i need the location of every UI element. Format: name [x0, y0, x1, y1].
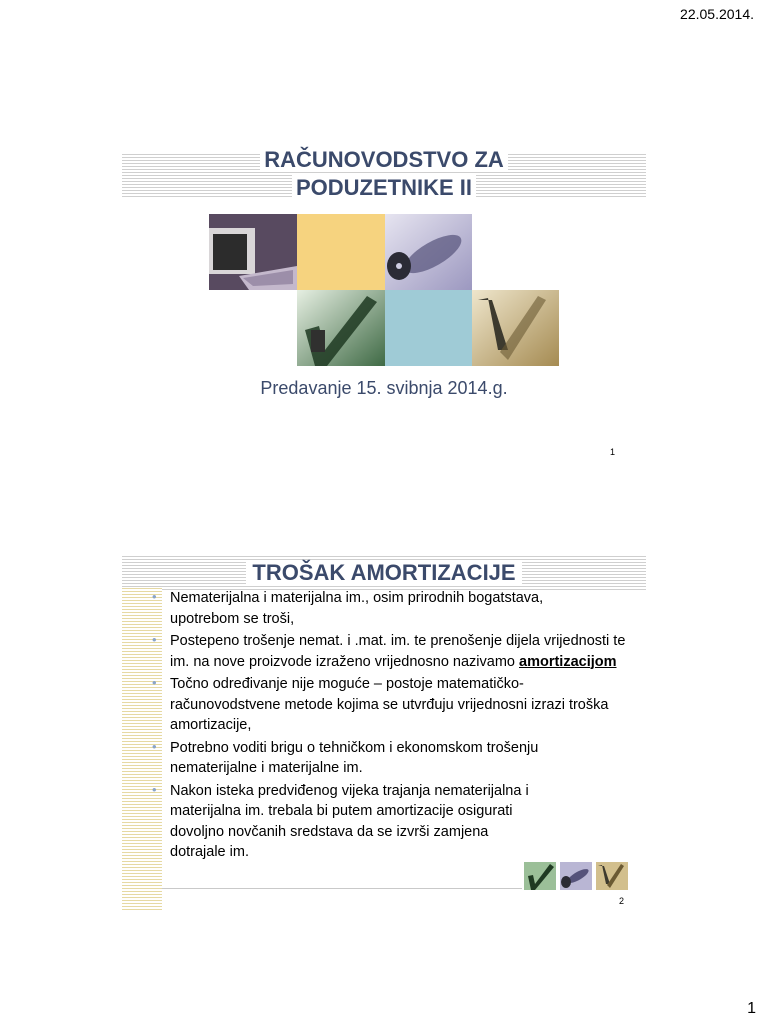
blue-tile — [385, 290, 472, 366]
list-item: • Nematerijalna i materijalna im., osim prirodnih bogatstava, upotrebom se troši, — [152, 589, 544, 627]
slide2-number: 2 — [619, 896, 625, 906]
bullet-icon: • — [152, 632, 157, 647]
cd-thumbnail — [560, 862, 592, 890]
list-item: • Nakon isteka predviđenog vijeka trajanja nematerijalna i materijalna im. trebala bi putem amortizacije osigurati dovoljno novčanih sredstava da se izvrši zamjena dotrajale im. — [152, 781, 529, 860]
yellow-tile — [297, 214, 385, 290]
cd-image — [385, 214, 472, 290]
floppy-check-thumbnail — [524, 862, 556, 890]
list-item: • Potrebno voditi brigu o tehničkom i ekonomskom trošenju nematerijalne i materijalne im. — [152, 738, 539, 776]
slide1-title: RAČUNOVODSTVO ZA PODUZETNIKE II — [122, 146, 646, 202]
bullet-icon: • — [152, 675, 157, 690]
bullet-icon: • — [152, 589, 157, 604]
computer-image — [209, 214, 297, 290]
print-date: 22.05.2014. — [680, 6, 754, 22]
slide1-subtitle: Predavanje 15. svibnja 2014.g. — [260, 378, 508, 398]
list-item: • Postepeno trošenje nemat. i .mat. im. te prenošenje dijela vrijednosti te im. na nove proizvode izraženo vrijednosno nazivamo amortizacijom — [152, 632, 626, 670]
bullet-list — [150, 588, 630, 864]
slide1-number: 1 — [610, 447, 616, 457]
chip-check-image — [472, 290, 559, 366]
bullet-icon: • — [152, 781, 157, 797]
slide2-divider — [162, 888, 522, 889]
page-number: 1 — [747, 1000, 756, 1017]
floppy-check-image — [297, 290, 385, 366]
amortization-term: amortizacijom — [519, 653, 617, 670]
bullet-icon: • — [152, 738, 157, 754]
list-item: • Točno određivanje nije moguće – postoje matematičko-računovodstvene metode kojima se utvrđuju vrijednosni izrazi troška amortizacije, — [152, 675, 609, 733]
slide2-title: TROŠAK AMORTIZACIJE — [122, 560, 646, 586]
chip-check-thumbnail — [596, 862, 628, 890]
